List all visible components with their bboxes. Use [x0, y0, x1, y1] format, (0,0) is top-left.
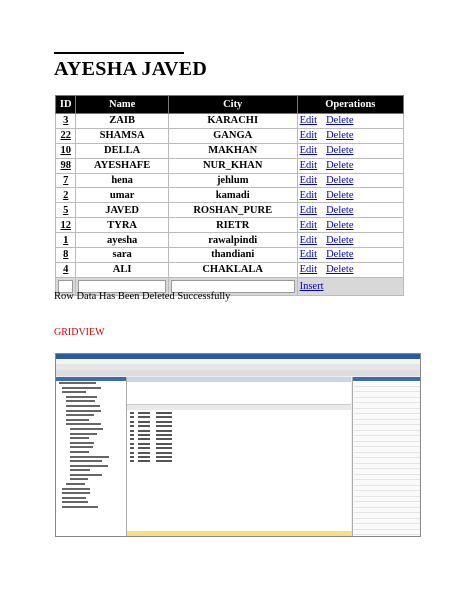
column-header-operations: Operations	[297, 96, 403, 114]
cell-operations	[297, 173, 403, 188]
edit-link[interactable]: Edit	[299, 264, 318, 276]
status-message: Row Data Has Been Deleted Successfully	[54, 291, 231, 302]
cell-name: ZAIB	[76, 114, 168, 129]
screenshot-query-area	[127, 377, 351, 536]
cell-city: thandiani	[168, 248, 297, 263]
screenshot-sql-editor	[127, 382, 351, 405]
table-row	[56, 188, 404, 203]
delete-link[interactable]: Delete	[326, 234, 354, 246]
cell-city: GANGA	[168, 128, 297, 143]
data-grid	[55, 95, 404, 296]
edit-link[interactable]: Edit	[299, 130, 318, 142]
screenshot-object-explorer	[56, 377, 127, 536]
row-id-link[interactable]: 10	[60, 145, 71, 157]
cell-id	[56, 128, 76, 143]
table-row	[56, 114, 404, 129]
screenshot-toolbar-secondary	[56, 370, 420, 376]
cell-operations	[297, 248, 403, 263]
edit-link[interactable]: Edit	[299, 175, 318, 186]
cell-operations	[297, 218, 403, 233]
table-row	[56, 262, 404, 277]
row-id-link[interactable]: 12	[60, 219, 71, 231]
ssms-screenshot	[55, 353, 421, 537]
screenshot-result-row	[130, 459, 348, 463]
screenshot-explorer-tree	[56, 381, 126, 510]
delete-link[interactable]: Delete	[326, 130, 354, 142]
cell-id	[56, 218, 76, 233]
delete-link[interactable]: Delete	[326, 219, 354, 231]
table-row	[56, 143, 404, 158]
cell-name: TYRA	[76, 218, 168, 233]
cell-operations	[297, 203, 403, 218]
cell-id	[56, 173, 76, 188]
row-id-link[interactable]: 1	[63, 234, 69, 246]
cell-city: CHAKLALA	[168, 262, 297, 277]
cell-name: JAVED	[76, 203, 168, 218]
cell-operations	[297, 233, 403, 248]
grid-body	[56, 114, 404, 296]
insert-link[interactable]: Insert	[299, 280, 324, 292]
cell-name: AYESHAFE	[76, 158, 168, 173]
cell-operations	[297, 114, 403, 129]
cell-city: KARACHI	[168, 114, 297, 129]
cell-name: ayesha	[76, 233, 168, 248]
row-id-link[interactable]: 7	[63, 175, 69, 186]
row-id-link[interactable]: 4	[63, 264, 69, 276]
edit-link[interactable]: Edit	[299, 219, 318, 231]
table-row	[56, 128, 404, 143]
screenshot-properties-panel	[352, 377, 421, 536]
table-row	[56, 158, 404, 173]
section-label: GRIDVIEW	[54, 327, 105, 338]
edit-link[interactable]: Edit	[299, 145, 318, 157]
edit-link[interactable]: Edit	[299, 204, 318, 216]
row-id-link[interactable]: 5	[63, 204, 69, 216]
cell-name: sara	[76, 248, 168, 263]
edit-link[interactable]: Edit	[299, 249, 318, 261]
table-row	[56, 248, 404, 263]
edit-link[interactable]: Edit	[299, 160, 318, 172]
page-title: AYESHA JAVED	[54, 58, 208, 80]
delete-link[interactable]: Delete	[326, 249, 354, 261]
heading-rule	[54, 52, 184, 54]
edit-link[interactable]: Edit	[299, 115, 318, 127]
row-id-link[interactable]: 3	[63, 115, 69, 127]
insert-cell-operations	[297, 277, 403, 295]
delete-link[interactable]: Delete	[326, 175, 354, 186]
cell-name: DELLA	[76, 143, 168, 158]
cell-id	[56, 188, 76, 203]
cell-id	[56, 203, 76, 218]
cell-name: hena	[76, 173, 168, 188]
screenshot-results-grid	[127, 410, 351, 465]
table-row	[56, 173, 404, 188]
cell-id	[56, 143, 76, 158]
cell-city: rawalpindi	[168, 233, 297, 248]
cell-city: jehlum	[168, 173, 297, 188]
column-header-id: ID	[56, 96, 76, 114]
table-row	[56, 218, 404, 233]
cell-id	[56, 233, 76, 248]
delete-link[interactable]: Delete	[326, 204, 354, 216]
column-header-city: City	[168, 96, 297, 114]
cell-city: MAKHAN	[168, 143, 297, 158]
column-header-name: Name	[76, 96, 168, 114]
cell-operations	[297, 128, 403, 143]
row-id-link[interactable]: 98	[60, 160, 71, 172]
cell-id	[56, 248, 76, 263]
screenshot-statusbar	[127, 531, 353, 536]
delete-link[interactable]: Delete	[326, 189, 354, 201]
edit-link[interactable]: Edit	[299, 234, 318, 246]
table-row	[56, 233, 404, 248]
screenshot-property-line	[354, 535, 420, 537]
cell-operations	[297, 158, 403, 173]
cell-city: RIETR	[168, 218, 297, 233]
delete-link[interactable]: Delete	[326, 264, 354, 276]
cell-city: ROSHAN_PURE	[168, 203, 297, 218]
cell-name: umar	[76, 188, 168, 203]
cell-city: kamadi	[168, 188, 297, 203]
row-id-link[interactable]: 8	[63, 249, 69, 261]
table-row	[56, 203, 404, 218]
cell-city: NUR_KHAN	[168, 158, 297, 173]
cell-id	[56, 262, 76, 277]
cell-operations	[297, 188, 403, 203]
edit-link[interactable]: Edit	[299, 189, 318, 201]
row-id-link[interactable]: 2	[63, 189, 69, 201]
cell-operations	[297, 143, 403, 158]
delete-link[interactable]: Delete	[326, 115, 354, 127]
cell-operations	[297, 262, 403, 277]
cell-id	[56, 158, 76, 173]
cell-name: ALI	[76, 262, 168, 277]
delete-link[interactable]: Delete	[326, 160, 354, 172]
grid-header-row	[56, 96, 404, 114]
delete-link[interactable]: Delete	[326, 145, 354, 157]
row-id-link[interactable]: 22	[60, 130, 71, 142]
cell-name: SHAMSA	[76, 128, 168, 143]
cell-id	[56, 114, 76, 129]
screenshot-tree-line	[56, 505, 126, 510]
